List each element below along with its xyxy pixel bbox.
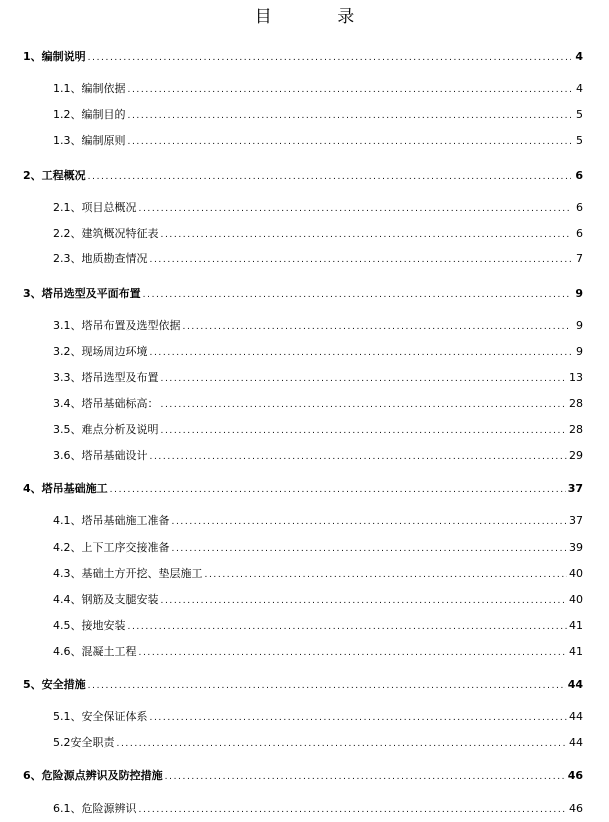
toc-leader-dots [172,541,568,556]
toc-entry-label: 3.4、塔吊基础标高： [53,397,159,410]
toc-section-entry[interactable] [53,370,583,386]
toc-section-entry[interactable] [53,226,583,242]
toc-page-number: 5 [576,108,583,121]
toc-leader-dots [161,397,568,412]
toc-section-entry[interactable] [53,709,583,725]
toc-leader-dots [88,50,571,65]
toc-leader-dots [172,514,568,529]
toc-page-number: 7 [576,252,583,265]
toc-leader-dots [110,482,566,497]
toc-leader-dots [183,319,572,334]
toc-entry-label: 1.2、编制目的 [53,108,126,121]
toc-leader-dots [150,252,572,267]
toc-leader-dots [139,802,568,817]
toc-page-number: 28 [569,397,583,410]
toc-entry-label: 1.3、编制原则 [53,134,126,147]
toc-chapter-entry[interactable] [23,286,583,302]
toc-section-entry[interactable] [53,448,583,464]
toc-leader-dots [205,567,568,582]
toc-page-number: 39 [569,541,583,554]
toc-section-entry[interactable] [53,513,583,529]
toc-leader-dots [128,134,572,149]
toc-chapter-entry[interactable] [23,49,583,65]
toc-leader-dots [88,169,571,184]
toc-page-number: 46 [569,802,583,815]
toc-chapter-entry[interactable] [23,168,583,184]
toc-section-entry[interactable] [53,592,583,608]
toc-section-entry[interactable] [53,200,583,216]
toc-section-entry[interactable] [53,801,583,817]
toc-leader-dots [139,645,568,660]
toc-page-number: 6 [576,227,583,240]
toc-leader-dots [128,108,572,123]
toc-leader-dots [161,423,568,438]
toc-leader-dots [117,736,568,751]
toc-section-entry[interactable] [53,540,583,556]
toc-page-number: 37 [567,482,583,495]
toc-page-number: 40 [569,567,583,580]
toc-section-entry[interactable] [53,735,583,751]
toc-chapter-entry[interactable] [23,481,583,497]
toc-page-number: 5 [576,134,583,147]
toc-section-entry[interactable] [53,251,583,267]
toc-entry-label: 2.1、项目总概况 [53,201,137,214]
toc-entry-label: 4.5、接地安装 [53,619,126,632]
toc-entry-label: 1、编制说明 [23,50,86,63]
toc-leader-dots [161,227,572,242]
toc-entry-label: 5.2安全职责 [53,736,115,749]
toc-leader-dots [139,201,572,216]
toc-leader-dots [143,287,571,302]
toc-leader-dots [165,769,566,784]
toc-entry-label: 4.1、塔吊基础施工准备 [53,514,170,527]
toc-entry-label: 4.6、混凝土工程 [53,645,137,658]
toc-title: 目 录 [254,7,385,27]
toc-chapter-entry[interactable] [23,677,583,693]
toc-entry-label: 3.3、塔吊选型及布置 [53,371,159,384]
toc-leader-dots [128,82,572,97]
toc-entry-label: 3.1、塔吊布置及选型依据 [53,319,181,332]
toc-page-number: 9 [575,287,583,300]
toc-leader-dots [161,371,568,386]
toc-section-entry[interactable] [53,107,583,123]
toc-page-number: 41 [569,645,583,658]
toc-leader-dots [150,345,572,360]
toc-entry-label: 4.3、基础土方开挖、垫层施工 [53,567,203,580]
toc-entry-label: 4、塔吊基础施工 [23,482,108,495]
toc-page-number: 46 [567,769,583,782]
toc-page-number: 41 [569,619,583,632]
toc-page-number: 6 [576,201,583,214]
toc-entry-label: 2、工程概况 [23,169,86,182]
toc-page-number: 37 [569,514,583,527]
toc-entry-label: 6.1、危险源辨识 [53,802,137,815]
toc-chapter-entry[interactable] [23,768,583,784]
toc-page-number: 44 [567,678,583,691]
toc-entry-label: 3.2、现场周边环境 [53,345,148,358]
toc-page-number: 44 [569,710,583,723]
toc-page-number: 9 [576,345,583,358]
toc-entry-label: 4.4、钢筋及支腿安装 [53,593,159,606]
toc-entry-label: 1.1、编制依据 [53,82,126,95]
toc-entry-label: 6、危险源点辨识及防控措施 [23,769,163,782]
toc-entry-label: 2.2、建筑概况特征表 [53,227,159,240]
toc-entry-label: 5.1、安全保证体系 [53,710,148,723]
toc-entry-label: 4.2、上下工序交接准备 [53,541,170,554]
toc-leader-dots [128,619,568,634]
toc-page-number: 6 [575,169,583,182]
toc-page-number: 9 [576,319,583,332]
toc-leader-dots [150,449,568,464]
toc-leader-dots [150,710,568,725]
toc-leader-dots [161,593,568,608]
toc-section-entry[interactable] [53,318,583,334]
toc-page-number: 44 [569,736,583,749]
toc-leader-dots [88,678,566,693]
toc-section-entry[interactable] [53,618,583,634]
toc-entry-label: 3.5、难点分析及说明 [53,423,159,436]
toc-entry-label: 5、安全措施 [23,678,86,691]
toc-page-number: 4 [576,82,583,95]
toc-entry-label: 3、塔吊选型及平面布置 [23,287,141,300]
toc-page-number: 13 [569,371,583,384]
toc-section-entry[interactable] [53,133,583,149]
toc-page-number: 4 [575,50,583,63]
toc-section-entry[interactable] [53,396,583,412]
toc-section-entry[interactable] [53,81,583,97]
toc-page-number: 29 [569,449,583,462]
toc-page-number: 40 [569,593,583,606]
toc-section-entry[interactable] [53,422,583,438]
toc-entry-label: 3.6、塔吊基础设计 [53,449,148,462]
toc-section-entry[interactable] [53,566,583,582]
toc-section-entry[interactable] [53,644,583,660]
toc-page-number: 28 [569,423,583,436]
toc-entry-label: 2.3、地质勘查情况 [53,252,148,265]
toc-section-entry[interactable] [53,344,583,360]
